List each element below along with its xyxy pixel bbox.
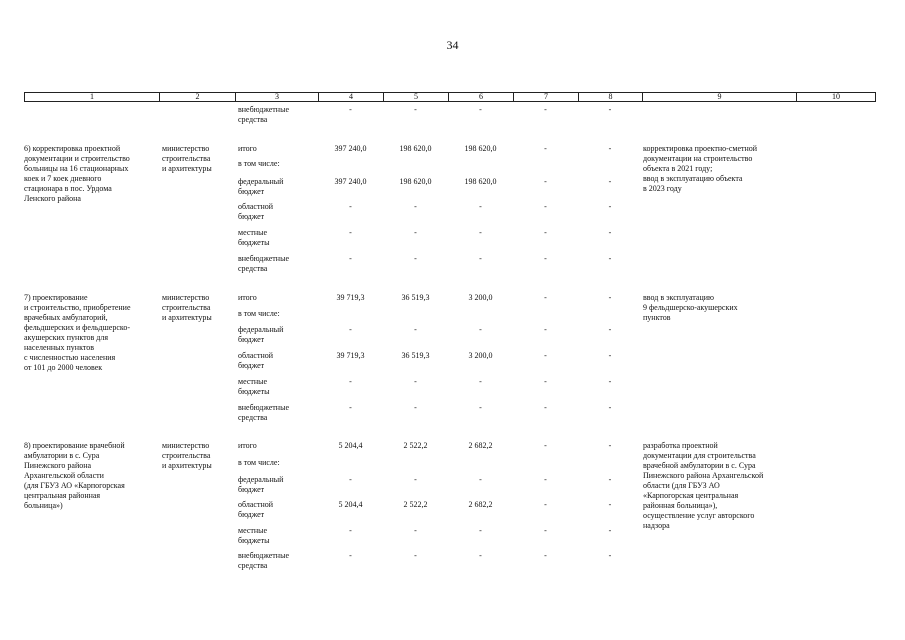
source-label: внебюджетные средства [238, 403, 289, 422]
value-2022: - [479, 105, 482, 114]
item-title: 8) проектирование врачебной амбулатории в с. Сура Пинежского района Архангельской области (для ГБУЗ АО «Карпогорская центральная районная больница») [24, 441, 125, 510]
item-title: 6) корректировка проектной документации и строительство больницы на 16 стационарных коек и 7 коек дневного стационара в пос. Урдома Ленского района [24, 144, 130, 203]
value-2022: - [479, 475, 482, 484]
header-col-2: 2 [160, 93, 236, 101]
source-label: итого [238, 144, 257, 153]
value-2021: - [414, 228, 417, 237]
value-2022: 3 200,0 [468, 293, 493, 302]
item-result: разработка проектной документации для строительства врачебной амбулатории в с. Сура Пинежского района Архангельской области (для ГБУЗ АО «Карпогорская центральная районная больница»), осуществление услуг авторского надзора [643, 441, 764, 530]
source-label: итого [238, 293, 257, 302]
value-2022: 198 620,0 [464, 177, 497, 186]
value-2021: - [414, 475, 417, 484]
value-2024: - [608, 500, 612, 509]
value-2022: - [479, 325, 482, 334]
value-2021: - [414, 105, 417, 114]
header-col-6: 6 [449, 93, 514, 101]
value-2024: - [608, 177, 612, 186]
value-2021: 2 522,2 [403, 500, 428, 509]
value-2022: 2 682,2 [468, 500, 493, 509]
value-total: - [349, 475, 352, 484]
value-2022: - [479, 377, 482, 386]
value-2023: - [544, 254, 547, 263]
source-label: федеральный бюджет [238, 177, 284, 196]
value-2021: - [414, 254, 417, 263]
value-2023: - [544, 105, 547, 114]
value-total: 39 719,3 [336, 351, 365, 360]
value-total: - [349, 526, 352, 535]
value-2022: - [479, 202, 482, 211]
value-2024: - [608, 351, 612, 360]
value-2024: - [608, 526, 612, 535]
source-label: областной бюджет [238, 500, 274, 519]
value-2023: - [544, 475, 547, 484]
value-total: - [349, 551, 352, 560]
value-2024: - [608, 254, 612, 263]
source-label: итого [238, 441, 257, 450]
value-total: 5 204,4 [338, 441, 363, 450]
header-col-9: 9 [643, 93, 797, 101]
item-executor: министерство строительства и архитектуры [162, 441, 212, 470]
value-2023: - [544, 177, 547, 186]
source-label: областной бюджет [238, 202, 274, 221]
source-label: федеральный бюджет [238, 475, 284, 494]
value-2024: - [608, 228, 612, 237]
value-2021: - [414, 526, 417, 535]
value-2021: 198 620,0 [399, 144, 432, 153]
value-2023: - [544, 500, 547, 509]
value-2021: - [414, 403, 417, 412]
table-header [24, 92, 876, 102]
value-total: 397 240,0 [334, 144, 367, 153]
header-col-7: 7 [514, 93, 579, 101]
value-2022: 3 200,0 [468, 351, 493, 360]
value-2022: - [479, 254, 482, 263]
source-label: местные бюджеты [238, 526, 270, 545]
value-2021: - [414, 202, 417, 211]
value-2023: - [544, 441, 547, 450]
source-label: федеральный бюджет [238, 325, 284, 344]
header-col-3: 3 [236, 93, 319, 101]
value-2024: - [608, 475, 612, 484]
value-2024: - [608, 377, 612, 386]
header-col-10: 10 [832, 92, 840, 101]
value-2024: - [608, 202, 612, 211]
value-2022: - [479, 551, 482, 560]
source-label: внебюджетные средства [238, 254, 289, 273]
value-2021: - [414, 551, 417, 560]
value-2024: - [608, 551, 612, 560]
header-col-1: 1 [25, 93, 160, 101]
value-2023: - [544, 144, 547, 153]
source-label: в том числе: [238, 458, 280, 467]
item-executor: министерство строительства и архитектуры [162, 293, 212, 322]
value-2023: - [544, 377, 547, 386]
value-2024: - [608, 144, 612, 153]
value-2024: - [608, 105, 612, 114]
value-2023: - [544, 325, 547, 334]
value-2021: 2 522,2 [403, 441, 428, 450]
value-total: - [349, 403, 352, 412]
header-col-5: 5 [384, 93, 449, 101]
source-label: местные бюджеты [238, 228, 270, 247]
value-2021: - [414, 325, 417, 334]
value-total: - [349, 228, 352, 237]
header-col-4: 4 [319, 93, 384, 101]
value-total: - [349, 254, 352, 263]
value-2023: - [544, 351, 547, 360]
value-2021: 198 620,0 [399, 177, 432, 186]
source-label: внебюджетные средства [238, 551, 289, 570]
source-label: местные бюджеты [238, 377, 270, 396]
value-2024: - [608, 441, 612, 450]
value-2022: - [479, 526, 482, 535]
value-2024: - [608, 325, 612, 334]
value-2022: - [479, 403, 482, 412]
value-total: 39 719,3 [336, 293, 365, 302]
source-label: областной бюджет [238, 351, 274, 370]
value-total: - [349, 377, 352, 386]
value-2021: 36 519,3 [401, 351, 430, 360]
value-total: - [349, 105, 352, 114]
header-col-8: 8 [579, 93, 643, 101]
value-2023: - [544, 228, 547, 237]
value-2023: - [544, 293, 547, 302]
page-number: 34 [446, 38, 459, 52]
source-label: в том числе: [238, 309, 280, 318]
value-total: - [349, 202, 352, 211]
value-2022: 198 620,0 [464, 144, 497, 153]
value-2021: 36 519,3 [401, 293, 430, 302]
item-title: 7) проектирование и строительство, приобретение врачебных амбулаторий, фельдшерских и фельдшерско- акушерских пунктов для населенных пунктов с численностью населения от 101 до 2000 человек [24, 293, 131, 372]
value-2023: - [544, 403, 547, 412]
value-2024: - [608, 403, 612, 412]
item-result: корректировка проектно-сметной документации на строительство объекта в 2021 году; ввод в эксплуатацию объекта в 2023 году [643, 144, 758, 193]
source-label: внебюджетные средства [238, 105, 289, 124]
source-label: в том числе: [238, 159, 280, 168]
value-2023: - [544, 526, 547, 535]
value-2022: - [479, 228, 482, 237]
item-result: ввод в эксплуатацию 9 фельдшерско-акушерских пунктов [643, 293, 738, 322]
value-2023: - [544, 551, 547, 560]
value-2021: - [414, 377, 417, 386]
item-executor: министерство строительства и архитектуры [162, 144, 212, 173]
value-total: - [349, 325, 352, 334]
value-2023: - [544, 202, 547, 211]
value-total: 397 240,0 [334, 177, 367, 186]
value-total: 5 204,4 [338, 500, 363, 509]
value-2022: 2 682,2 [468, 441, 493, 450]
value-2024: - [608, 293, 612, 302]
